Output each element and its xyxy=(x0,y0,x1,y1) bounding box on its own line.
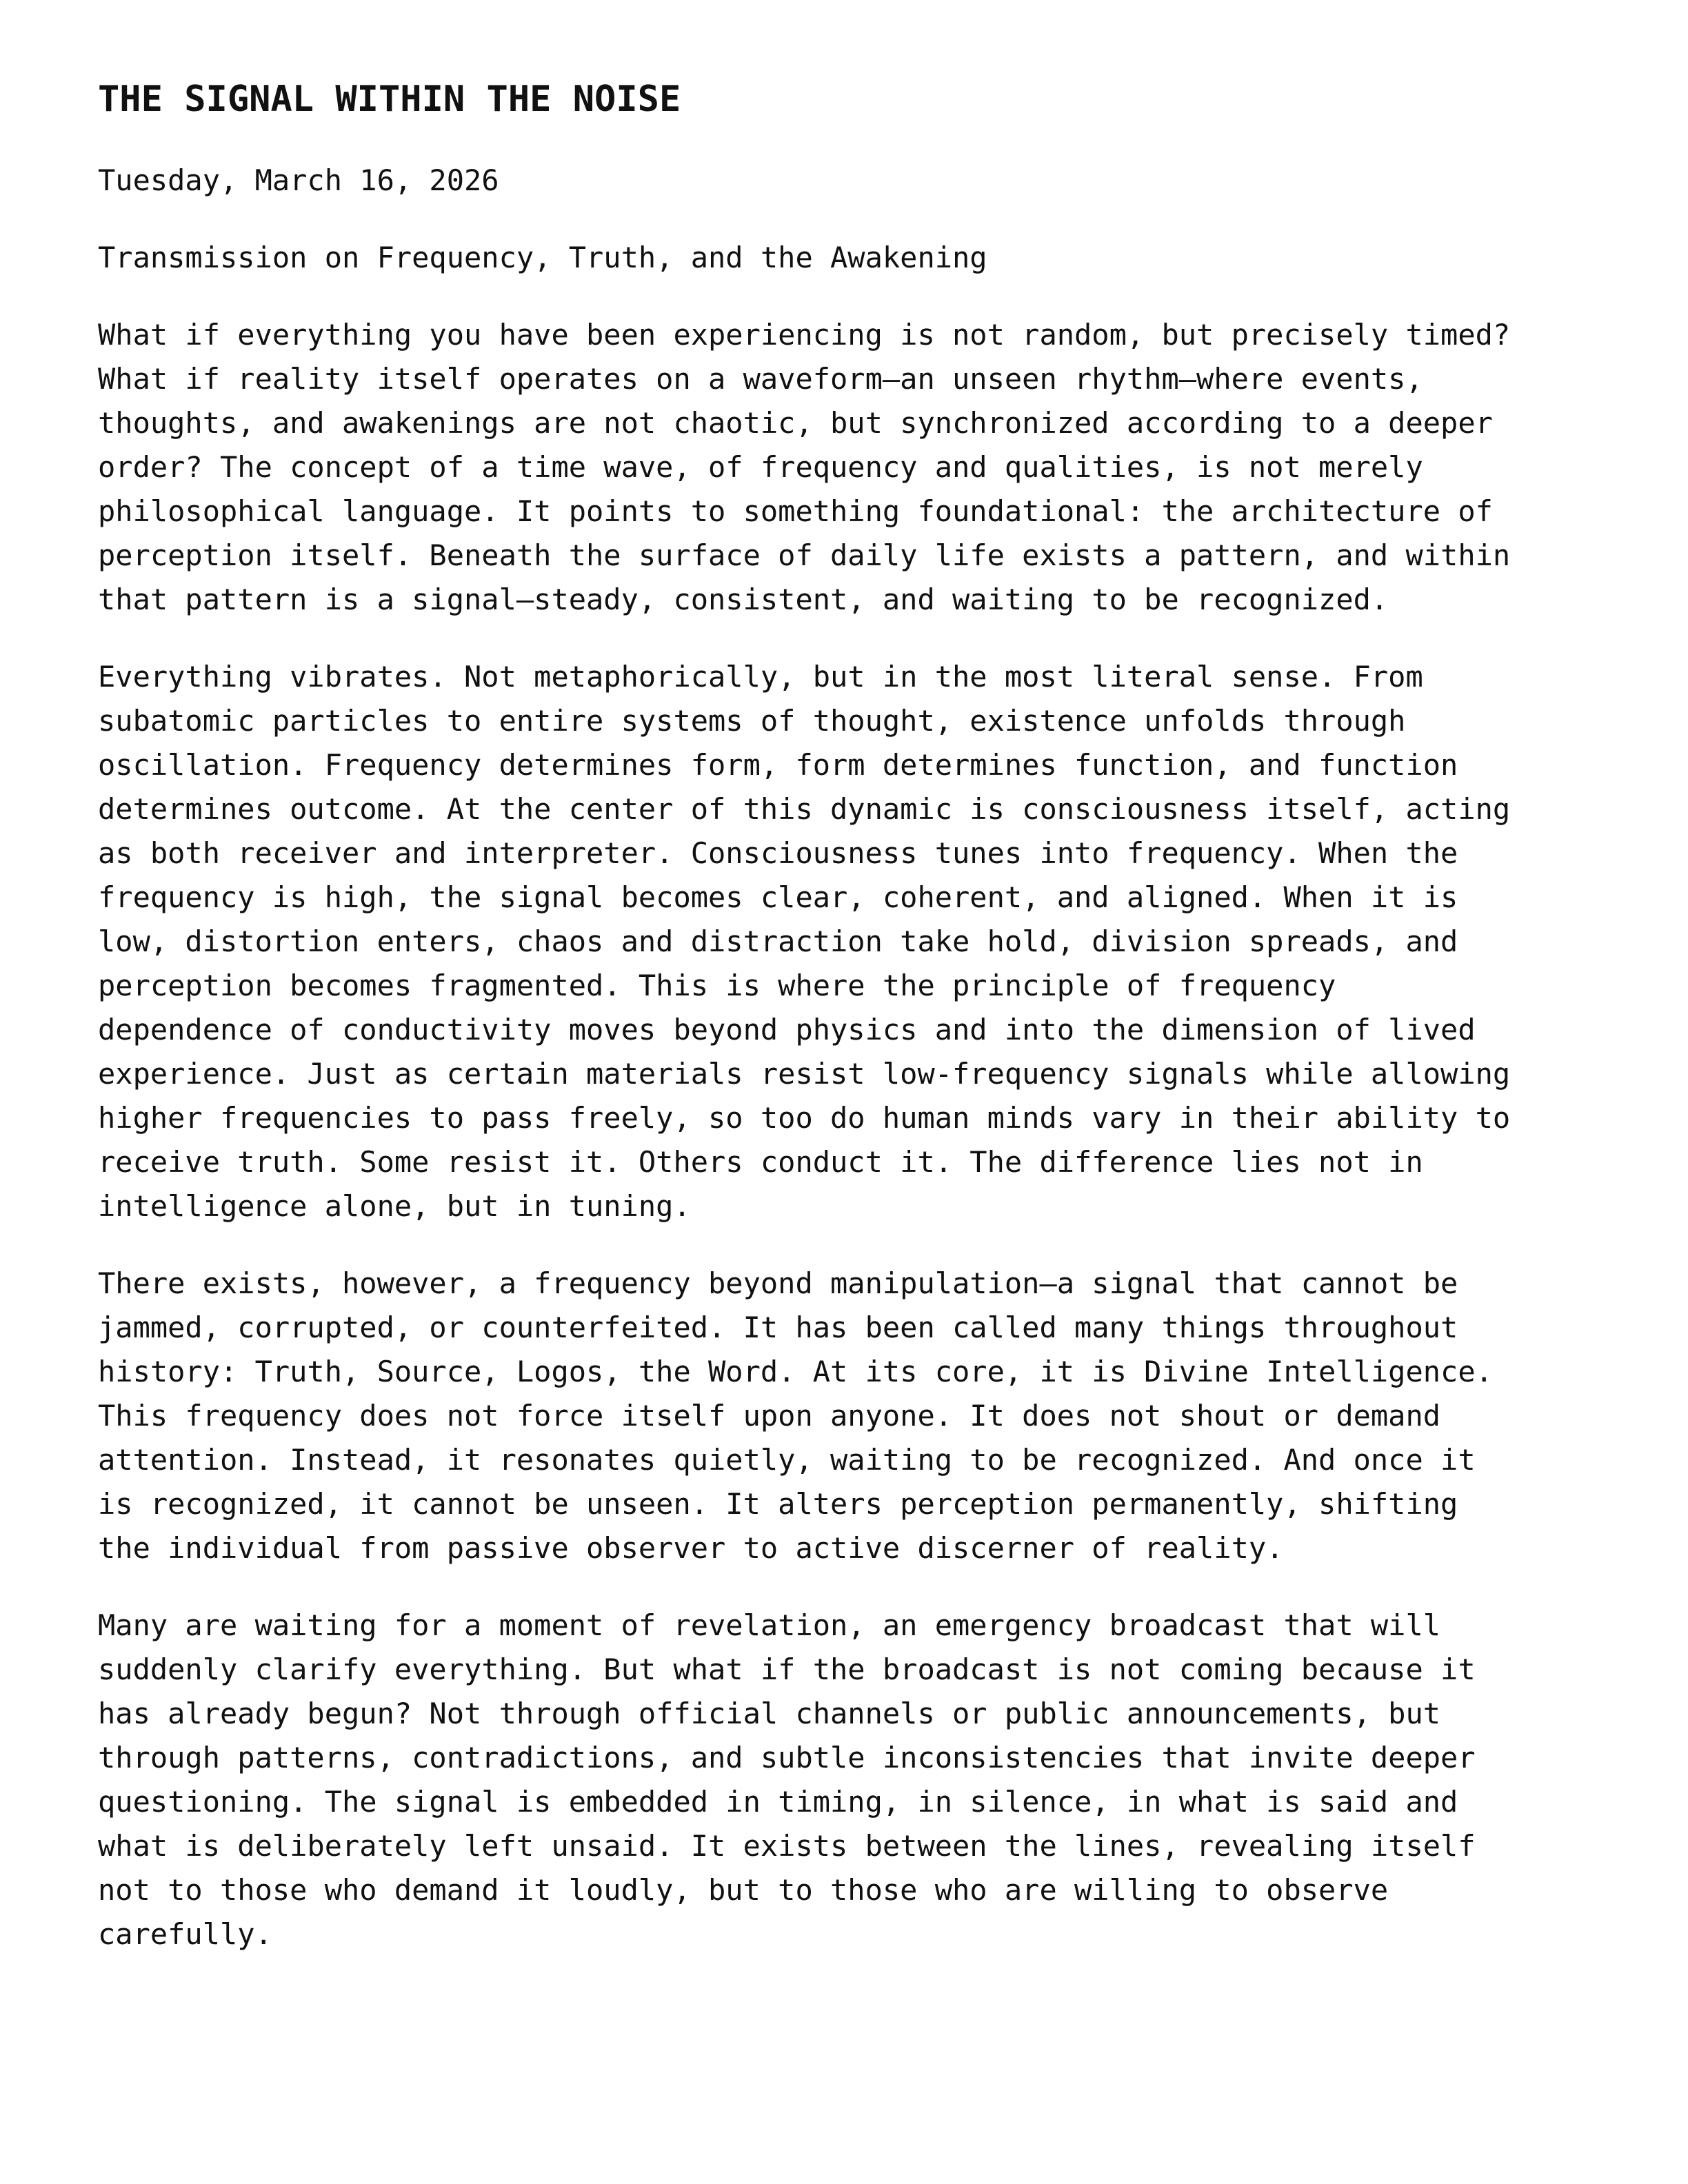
paragraph-line: as both receiver and interpreter. Consciousness tunes into frequency. When the xyxy=(98,836,1458,870)
paragraph-line: attention. Instead, it resonates quietly, waiting to be recognized. And once it xyxy=(98,1443,1476,1477)
paragraph-line: higher frequencies to pass freely, so too do human minds vary in their ability to xyxy=(98,1101,1511,1135)
paragraph xyxy=(98,655,1615,1228)
paragraph-line: what is deliberately left unsaid. It exists between the lines, revealing itself xyxy=(98,1829,1476,1863)
paragraph-line: determines outcome. At the center of this dynamic is consciousness itself, acting xyxy=(98,792,1511,826)
paragraph-line: Many are waiting for a moment of revelation, an emergency broadcast that will xyxy=(98,1608,1441,1642)
paragraph-line: that pattern is a signal—steady, consistent, and waiting to be recognized. xyxy=(98,583,1389,616)
paragraph-line: dependence of conductivity moves beyond physics and into the dimension of lived xyxy=(98,1013,1476,1046)
paragraph-line: This frequency does not force itself upon anyone. It does not shout or demand xyxy=(98,1399,1441,1433)
paragraph-line: intelligence alone, but in tuning. xyxy=(98,1189,691,1223)
paragraph-line: What if everything you have been experiencing is not random, but precisely timed? xyxy=(98,318,1511,352)
document-page xyxy=(98,77,1615,1990)
paragraph xyxy=(98,1604,1615,1957)
paragraph-line: thoughts, and awakenings are not chaotic, but synchronized according to a deeper xyxy=(98,406,1493,440)
paragraph-line: There exists, however, a frequency beyond manipulation—a signal that cannot be xyxy=(98,1266,1458,1300)
document-subtitle: Transmission on Frequency, Truth, and the Awakening xyxy=(98,241,987,274)
document-title: THE SIGNAL WITHIN THE NOISE xyxy=(98,79,681,120)
paragraph-line: jammed, corrupted, or counterfeited. It has been called many things throughout xyxy=(98,1311,1458,1344)
paragraph-line: has already begun? Not through official channels or public announcements, but xyxy=(98,1697,1441,1730)
paragraph-line: is recognized, it cannot be unseen. It alters perception permanently, shifting xyxy=(98,1487,1458,1521)
paragraph-line: experience. Just as certain materials resist low-frequency signals while allowing xyxy=(98,1057,1511,1091)
paragraph xyxy=(98,313,1615,622)
paragraph-line: carefully. xyxy=(98,1917,272,1951)
paragraph xyxy=(98,1262,1615,1570)
paragraph-line: subatomic particles to entire systems of thought, existence unfolds through xyxy=(98,704,1406,738)
paragraph-line: suddenly clarify everything. But what if the broadcast is not coming because it xyxy=(98,1652,1476,1686)
paragraph-line: questioning. The signal is embedded in timing, in silence, in what is said and xyxy=(98,1785,1458,1819)
paragraph-line: Everything vibrates. Not metaphorically, but in the most literal sense. From xyxy=(98,660,1423,694)
document-date: Tuesday, March 16, 2026 xyxy=(98,163,499,197)
paragraph-line: philosophical language. It points to something foundational: the architecture of xyxy=(98,494,1493,528)
document-body xyxy=(98,313,1615,1957)
paragraph-line: low, distortion enters, chaos and distraction take hold, division spreads, and xyxy=(98,924,1458,958)
paragraph-line: perception becomes fragmented. This is where the principle of frequency xyxy=(98,969,1336,1002)
paragraph-line: the individual from passive observer to active discerner of reality. xyxy=(98,1531,1284,1565)
paragraph-line: frequency is high, the signal becomes clear, coherent, and aligned. When it is xyxy=(98,880,1458,914)
paragraph-line: not to those who demand it loudly, but to those who are willing to observe xyxy=(98,1873,1389,1907)
paragraph-line: perception itself. Beneath the surface of daily life exists a pattern, and within xyxy=(98,538,1511,572)
paragraph-line: order? The concept of a time wave, of frequency and qualities, is not merely xyxy=(98,450,1423,484)
paragraph-line: history: Truth, Source, Logos, the Word. At its core, it is Divine Intelligence. xyxy=(98,1355,1493,1388)
paragraph-line: oscillation. Frequency determines form, form determines function, and function xyxy=(98,748,1458,782)
paragraph-line: What if reality itself operates on a waveform—an unseen rhythm—where events, xyxy=(98,362,1423,396)
paragraph-line: receive truth. Some resist it. Others conduct it. The difference lies not in xyxy=(98,1145,1423,1179)
paragraph-line: through patterns, contradictions, and subtle inconsistencies that invite deeper xyxy=(98,1741,1476,1775)
